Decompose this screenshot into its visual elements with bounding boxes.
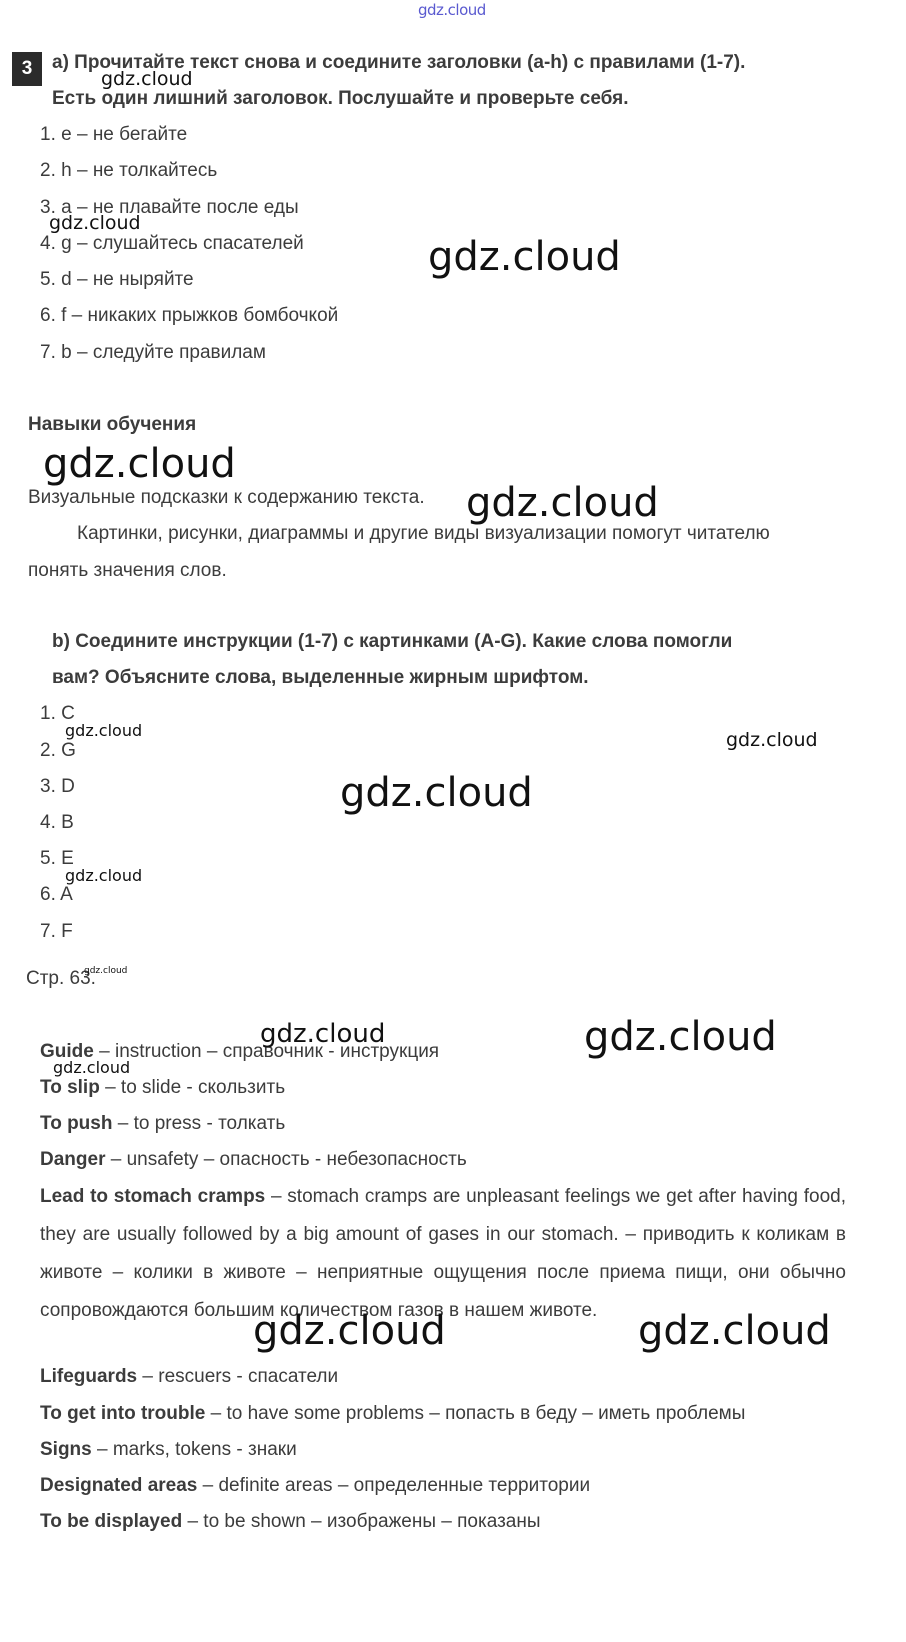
part-a-instruction-line2: Есть один лишний заголовок. Послушайте и проверьте себя. <box>52 88 629 109</box>
vocab-definition: – marks, tokens - знаки <box>91 1439 297 1460</box>
part-a-answer-5: 5. d – не ныряйте <box>40 269 194 290</box>
exercise-number-badge: 3 <box>12 52 42 86</box>
part-a-answer-7: 7. b – следуйте правилам <box>40 342 266 363</box>
watermark: gdz.cloud <box>638 1308 831 1354</box>
part-b-answer-7: 7. F <box>40 921 73 942</box>
vocab-definition: – to be shown – изображены – показаны <box>182 1511 541 1532</box>
watermark: gdz.cloud <box>726 729 818 751</box>
vocab-term: Lifeguards <box>40 1366 138 1387</box>
watermark: gdz.cloud <box>428 234 621 280</box>
part-b-instruction-line2: вам? Объясните слова, выделенные жирным шрифтом. <box>52 667 589 688</box>
watermark: gdz.cloud <box>65 721 143 740</box>
part-b-instruction-line1: b) Соедините инструкции (1-7) с картинками (A-G). Какие слова помогли <box>52 631 733 652</box>
vocab-term: To be displayed <box>40 1511 183 1532</box>
vocab-entry <box>40 1431 890 1469</box>
watermark: gdz.cloud <box>84 966 128 976</box>
vocab-definition: – stomach cramps are unpleasant feelings we get after having food, they are usually followed by a big amount of gases in our stomach. – приводить к коликам в животе – колики в животе – неприятные ощущения после приема пищи, они обычно сопровождаются большим количеством газов в нашем животе. <box>40 1186 846 1321</box>
vocab-entry <box>40 1358 890 1396</box>
vocab-definition: – instruction – справочник - инструкция <box>93 1041 440 1062</box>
vocab-term: Signs <box>40 1439 92 1460</box>
watermark: gdz.cloud <box>49 212 141 234</box>
vocab-definition: – unsafety – опасность - небезопасность <box>105 1149 467 1170</box>
watermark: gdz.cloud <box>584 1014 777 1060</box>
study-skills-body-line2: понять значения слов. <box>28 560 227 581</box>
vocab-entry <box>40 1105 890 1143</box>
vocab-term: To get into trouble <box>40 1403 206 1424</box>
vocab-definition: – definite areas – определенные территории <box>197 1475 591 1496</box>
part-b-answer-1: 1. C <box>40 703 75 724</box>
part-b-answer-2: 2. G <box>40 740 76 761</box>
watermark: gdz.cloud <box>260 1019 386 1049</box>
part-a-instruction-line1: a) Прочитайте текст снова и соедините заголовки (a-h) с правилами (1-7). <box>52 52 746 73</box>
watermark: gdz.cloud <box>340 770 533 816</box>
vocab-term: Danger <box>40 1149 106 1170</box>
watermark: gdz.cloud <box>101 68 193 90</box>
vocab-entry <box>40 1503 890 1541</box>
vocab-definition: – rescuers - спасатели <box>137 1366 339 1387</box>
study-skills-subheading: Визуальные подсказки к содержанию текста. <box>28 487 425 508</box>
vocab-term: To push <box>40 1113 113 1134</box>
vocab-definition: – to press - толкать <box>112 1113 286 1134</box>
vocab-term: Guide <box>40 1041 94 1062</box>
watermark: gdz.cloud <box>253 1308 446 1354</box>
vocab-term: To slip <box>40 1077 100 1098</box>
vocab-term: Designated areas <box>40 1475 198 1496</box>
watermark: gdz.cloud <box>466 480 659 526</box>
watermark: gdz.cloud <box>65 866 143 885</box>
part-b-answer-3: 3. D <box>40 776 75 797</box>
part-b-answer-4: 4. B <box>40 812 74 833</box>
part-a-answer-3: 3. a – не плавайте после еды <box>40 197 299 218</box>
part-a-answer-6: 6. f – никаких прыжков бомбочкой <box>40 305 339 326</box>
site-logo: gdz.cloud <box>418 1 486 19</box>
vocab-entry <box>40 1141 890 1179</box>
part-b-answer-5: 5. E <box>40 848 74 869</box>
vocab-definition: – to have some problems – попасть в беду – иметь проблемы <box>205 1403 746 1424</box>
watermark: gdz.cloud <box>43 441 236 487</box>
part-a-answer-1: 1. e – не бегайте <box>40 124 188 145</box>
part-a-answer-2: 2. h – не толкайтесь <box>40 160 218 181</box>
vocab-entry <box>40 1467 890 1505</box>
part-b-answer-6: 6. A <box>40 884 73 905</box>
part-a-answer-4: 4. g – слушайтесь спасателей <box>40 233 304 254</box>
vocab-definition: – to slide - скользить <box>99 1077 286 1098</box>
watermark: gdz.cloud <box>53 1058 131 1077</box>
page-reference: Стр. 63. <box>26 968 96 989</box>
vocab-term: Lead to stomach cramps <box>40 1186 266 1207</box>
vocab-entry <box>40 1395 890 1433</box>
study-skills-body-line1: Картинки, рисунки, диаграммы и другие виды визуализации помогут читателю <box>77 523 770 544</box>
study-skills-heading: Навыки обучения <box>28 414 197 435</box>
vocab-entry <box>40 1069 890 1107</box>
